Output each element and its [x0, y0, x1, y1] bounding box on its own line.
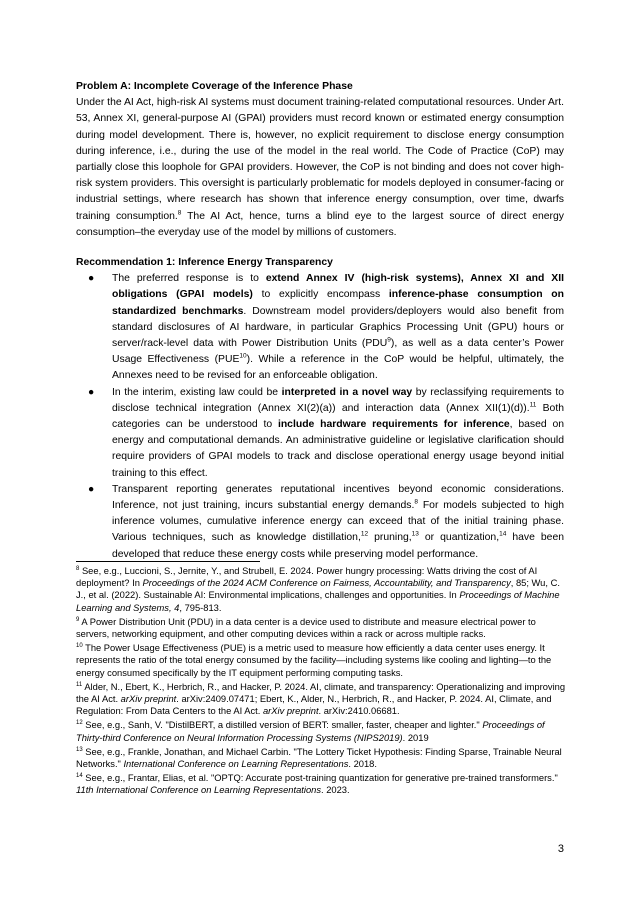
- text: . 2018.: [348, 759, 377, 770]
- text: Both categories can be understood to: [112, 402, 564, 431]
- text: For models subjected to high inference volumes, cumulative inference energy can exceed that of the initial training phase. Various techniques, such as knowledge distillation,: [112, 500, 565, 544]
- text: The preferred response is to: [112, 273, 266, 285]
- italic-text: Proceedings of the 2024 ACM Conference on Fairness, Accountability, and Transparency: [142, 578, 511, 589]
- list-item: [76, 482, 564, 563]
- footnote-number: 13: [76, 746, 83, 753]
- footnote-ref-10[interactable]: 10: [239, 352, 247, 360]
- text: . arXiv:2409.07471; Ebert, K., Alder, N., Herbrich, R., and Hacker, P. 2024. AI, Climate, and Regulation: From Data Centers to the AI Act.: [76, 694, 552, 717]
- bold-text: inference-phase consumption on standardized benchmarks: [112, 289, 564, 317]
- footnote-13: [76, 746, 566, 770]
- bullet-icon: ●: [88, 483, 95, 495]
- footnote-ref-12[interactable]: 12: [360, 531, 369, 539]
- footnote-ref-8[interactable]: 8: [177, 209, 182, 217]
- bullet-icon: ●: [88, 386, 95, 398]
- bullet-icon: ●: [88, 273, 95, 285]
- text: . 2019: [402, 732, 429, 743]
- footnote-ref-14[interactable]: 14: [499, 531, 507, 539]
- italic-text: arXiv preprint: [262, 706, 319, 717]
- footnotes: [76, 565, 566, 797]
- text: See, e.g., Frankle, Jonathan, and Michael Carbin. "The Lottery Ticket Hypothesis: Finding Sparse, Trainable Neural Networks.": [76, 746, 562, 770]
- footnote-14: [76, 772, 566, 796]
- text: . Downstream model providers/deployers would also benefit from standard disclosures of AI hardware, in particular Graphics Processing Unit (GPU) hours or server/rack-level data with Power Distribution Units (PDU: [112, 305, 564, 350]
- text: , 795-813.: [179, 602, 222, 613]
- text: In the interim, existing law could be: [112, 386, 282, 398]
- main-text: [76, 79, 564, 563]
- footnote-8: [76, 565, 566, 614]
- text: A Power Distribution Unit (PDU) in a data center is a device used to distribute and measure electrical power to servers, networking equipment, and other computing devices within a rack or across multiple racks.: [76, 616, 536, 640]
- italic-text: Proceedings of Thirty-third Conference on Neural Information Processing Systems (NIPS2019): [76, 720, 545, 743]
- text: The Power Usage Effectiveness (PUE) is a metric used to measure how efficiently a data center uses energy. It represents the ratio of the total energy consumed by the facility—including systems like cooling and lighting—to the energy consumed specifically by the IT equipment performing computing tasks.: [76, 643, 552, 678]
- text: Alder, N., Ebert, K., Herbrich, R., and Hacker, P. 2024. AI, climate, and transparency: Operationalizing and improving the AI Act.: [76, 681, 566, 705]
- problem-paragraph: [76, 95, 564, 241]
- footnote-number: 12: [76, 720, 83, 727]
- text: . arXiv:2410.06681.: [318, 706, 400, 717]
- bold-text: interpreted in a novel way: [281, 386, 413, 398]
- footnote-number: 14: [76, 773, 83, 780]
- footnote-number: 10: [76, 643, 83, 650]
- page-number: 3: [557, 843, 564, 855]
- footnote-10: [76, 642, 566, 679]
- footnote-number: 9: [76, 616, 80, 623]
- footnote-9: [76, 616, 566, 640]
- text: See, e.g., Luccioni, S., Jernite, Y., and Strubell, E. 2024. Power hungry processing: Watts driving the cost of AI deployment? In: [76, 566, 538, 589]
- footnote-12: [76, 719, 566, 743]
- recommendation-heading: Recommendation 1: Inference Energy Transparency: [76, 257, 333, 269]
- italic-text: arXiv preprint: [120, 694, 177, 705]
- italic-text: Proceedings of Machine Learning and Systems, 4: [76, 590, 560, 613]
- footnote-ref-11[interactable]: 11: [529, 401, 537, 409]
- text: ), as well as a data center’s Power Usage Effectiveness (PUE: [112, 338, 565, 366]
- footnote-ref-8[interactable]: 8: [414, 498, 418, 506]
- recommendation-list: [76, 271, 564, 563]
- text: . 2023.: [321, 785, 350, 796]
- footnote-ref-9[interactable]: 9: [387, 336, 391, 344]
- list-item: [76, 385, 564, 482]
- text: , based on energy and computational demands. An administrative guideline or legislative clarification should require providers of GPAI models to track and disclose operational energy usage beyond initial training to this effect.: [112, 419, 565, 479]
- text: or quantization,: [418, 532, 500, 544]
- italic-text: 11th International Conference on Learning Representations: [76, 785, 322, 796]
- text: See, e.g., Frantar, Elias, et al. "OPTQ: Accurate post-training quantization for generative pre-trained transformers.": [82, 773, 558, 784]
- text: ). While a reference in the CoP would be helpful, ultimately, the Annexes need to be revised for an enforceable obligation.: [112, 354, 564, 382]
- italic-text: International Conference on Learning Representations: [123, 759, 349, 770]
- footnote-ref-13[interactable]: 13: [411, 531, 419, 539]
- bold-text: include hardware requirements for inference: [277, 419, 510, 431]
- text: have been developed that reduce these energy costs while preserving model performance.: [112, 532, 565, 560]
- footnote-number: 11: [76, 681, 83, 688]
- text: Transparent reporting generates reputational incentives beyond economic considerations. Inference, not just training, incurs substantial energy demands.: [112, 483, 564, 512]
- problem-text-end: The AI Act, hence, turns a blind eye to the largest source of direct energy consumption–the everyday use of the model by millions of customers.: [76, 210, 564, 238]
- bold-text: extend Annex IV (high-risk systems), Annex XI and XII obligations (GPAI models): [112, 273, 564, 301]
- problem-heading: Problem A: Incomplete Coverage of the Inference Phase: [76, 81, 353, 92]
- text: by reclassifying requirements to disclose technical integration (Annex XI(2)(a)) and interaction data (Annex XII(1)(d)).: [112, 386, 564, 414]
- footnote-divider: [76, 561, 260, 562]
- text: to explicitly encompass: [252, 289, 389, 301]
- problem-text: Under the AI Act, high-risk AI systems must document training-related computational resources. Under Art. 53, Annex XI, general-purpose AI (GPAI) providers must record known or estimated energy consumption during model development. There is, however, no explicit requirement to disclose energy consumption during inference, i.e., during the use of the model in the real world. The Code of Practice (CoP) may partially close this loophole for GPAI providers. However, the CoP is not binding and does not cover high-risk system providers. This oversight is particularly problematic for models deployed in consumer-facing or industrial settings, where research has shown that inference energy consumption, over time, dwarfs training consumption.: [76, 97, 565, 222]
- footnote-11: [76, 681, 566, 718]
- text: , 85; Wu, C. J., et al. (2022). Sustainable AI: Environmental implications, challenges and opportunities. In: [76, 578, 560, 601]
- list-item: [76, 271, 564, 384]
- footnote-number: 8: [76, 565, 80, 572]
- text: pruning,: [368, 532, 412, 544]
- text: See, e.g., Sanh, V. "DistilBERT, a distilled version of BERT: smaller, faster, cheaper and lighter.": [82, 720, 483, 731]
